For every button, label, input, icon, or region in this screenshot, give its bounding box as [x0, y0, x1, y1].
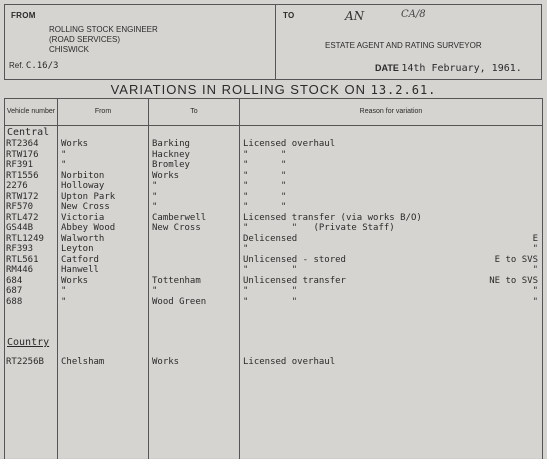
variation-code: " — [532, 296, 538, 307]
to-depot: Works — [152, 170, 180, 181]
variation-reason: " " — [243, 181, 287, 191]
col-header-reason: Reason for variation — [240, 99, 542, 126]
vehicle-number: RT2364 — [6, 139, 39, 149]
variation-reason: Licensed overhaul — [243, 357, 336, 367]
table-row — [5, 223, 542, 234]
variation-code: E to SVS — [494, 254, 538, 265]
variation-reason: " " — [243, 191, 287, 202]
from-line: CHISWICK — [49, 45, 89, 54]
table-row — [5, 276, 542, 287]
handwritten-mark: AN — [345, 9, 365, 23]
from-depot: Works — [61, 275, 89, 286]
vehicle-number: RF391 — [6, 160, 34, 170]
recipient: ESTATE AGENT AND RATING SURVEYOR — [325, 41, 482, 50]
from-depot: New Cross — [61, 202, 110, 212]
table-row — [5, 255, 542, 266]
to-depot: New Cross — [152, 223, 201, 233]
vehicle-number: RF393 — [6, 244, 34, 254]
to-depot: " — [152, 181, 158, 191]
vehicle-number: RTL1249 — [6, 233, 44, 244]
from-line: ROLLING STOCK ENGINEER — [49, 25, 158, 34]
table-row — [5, 297, 542, 308]
variation-reason: " " — [243, 149, 287, 160]
from-depot: " — [61, 296, 67, 307]
from-line: (ROAD SERVICES) — [49, 35, 120, 44]
table-row — [5, 286, 542, 297]
from-depot: " — [61, 286, 67, 296]
header-divider — [275, 5, 276, 79]
vehicle-number: RTW172 — [6, 191, 39, 202]
table-row — [5, 171, 542, 182]
from-depot: Abbey Wood — [61, 223, 116, 233]
date — [375, 63, 522, 74]
col-header-from: From — [58, 99, 148, 126]
col-header-vehicle: Vehicle number — [5, 99, 57, 126]
vehicle-number: 688 — [6, 296, 23, 307]
vehicle-number: RTL561 — [6, 254, 39, 265]
memo-header — [4, 4, 542, 80]
variation-code: " — [532, 286, 538, 296]
to-depot: Tottenham — [152, 275, 201, 286]
variation-reason: " " — [243, 160, 287, 170]
table-row — [5, 244, 542, 255]
variation-reason: Unlicensed transfer — [243, 275, 346, 286]
title-text: VARIATIONS IN ROLLING STOCK ON — [110, 82, 366, 97]
from-depot: Catford — [61, 254, 99, 265]
from-depot: Holloway — [61, 181, 105, 191]
variations-table — [4, 98, 543, 459]
date-value: 14th February, 1961. — [401, 63, 522, 74]
to-depot: Works — [152, 357, 180, 367]
vehicle-number: 2276 — [6, 181, 28, 191]
table-row — [5, 181, 542, 192]
variation-code: NE to SVS — [489, 275, 538, 286]
variation-reason: Unlicensed - stored — [243, 254, 346, 265]
variation-reason: Licensed overhaul — [243, 139, 336, 149]
table-row — [5, 192, 542, 203]
from-depot: Walworth — [61, 233, 105, 244]
to-depot: " — [152, 191, 158, 202]
variation-reason: Licensed transfer (via works B/O) — [243, 212, 422, 223]
to-depot: " — [152, 202, 158, 212]
vehicle-number: RM446 — [6, 265, 34, 275]
table-row — [5, 150, 542, 161]
col-header-to: To — [149, 99, 239, 126]
variation-reason: " — [243, 244, 249, 254]
variation-reason: Delicensed — [243, 233, 298, 244]
section-heading: Central — [7, 127, 50, 138]
from-depot: Victoria — [61, 212, 105, 223]
to-depot: " — [152, 286, 158, 296]
from-depot: " — [61, 149, 67, 160]
variation-reason: " " — [243, 286, 298, 296]
variation-reason: " " — [243, 296, 298, 307]
variation-reason: " " — [243, 170, 287, 181]
vehicle-number: 687 — [6, 286, 23, 296]
to-depot: Wood Green — [152, 296, 207, 307]
variation-code: " — [532, 265, 538, 275]
variation-reason: " " — [243, 202, 287, 212]
from-depot: Leyton — [61, 244, 94, 254]
date-label: DATE — [375, 63, 399, 73]
from-address — [49, 25, 158, 55]
from-label: FROM — [11, 11, 36, 20]
variation-code: " — [532, 244, 538, 254]
section-heading: Country — [7, 337, 50, 348]
vehicle-number: RF570 — [6, 202, 34, 212]
table-row — [5, 265, 542, 276]
page-title — [0, 82, 547, 97]
to-label: TO — [283, 11, 295, 20]
table-row — [5, 139, 542, 150]
table-row — [5, 160, 542, 171]
table-row — [5, 234, 542, 245]
table-row — [5, 202, 542, 213]
to-depot: Bromley — [152, 160, 190, 170]
vehicle-number: RT1556 — [6, 170, 39, 181]
table-row — [5, 357, 542, 368]
from-depot: Norbiton — [61, 170, 105, 181]
vehicle-number: 684 — [6, 275, 23, 286]
vehicle-number: RT2256B — [6, 357, 44, 367]
vehicle-number: RTL472 — [6, 212, 39, 223]
from-depot: " — [61, 160, 67, 170]
vehicle-number: RTW176 — [6, 149, 39, 160]
variation-reason: " " — [243, 265, 298, 275]
vehicle-number: GS44B — [6, 223, 34, 233]
from-depot: Works — [61, 139, 89, 149]
variation-reason: " " (Private Staff) — [243, 223, 395, 233]
to-depot: Camberwell — [152, 212, 207, 223]
ref-label: Ref. — [9, 61, 24, 70]
from-depot: Upton Park — [61, 191, 116, 202]
variation-code: E — [532, 233, 538, 244]
ref-value: C.16/3 — [25, 61, 59, 71]
title-date: 13.2.61. — [370, 83, 437, 97]
to-depot: Hackney — [152, 149, 190, 160]
table-row — [5, 213, 542, 224]
reference — [9, 61, 58, 71]
from-depot: Chelsham — [61, 357, 105, 367]
from-depot: Hanwell — [61, 265, 99, 275]
to-depot: Barking — [152, 139, 190, 149]
handwritten-mark: CA/8 — [401, 9, 426, 20]
